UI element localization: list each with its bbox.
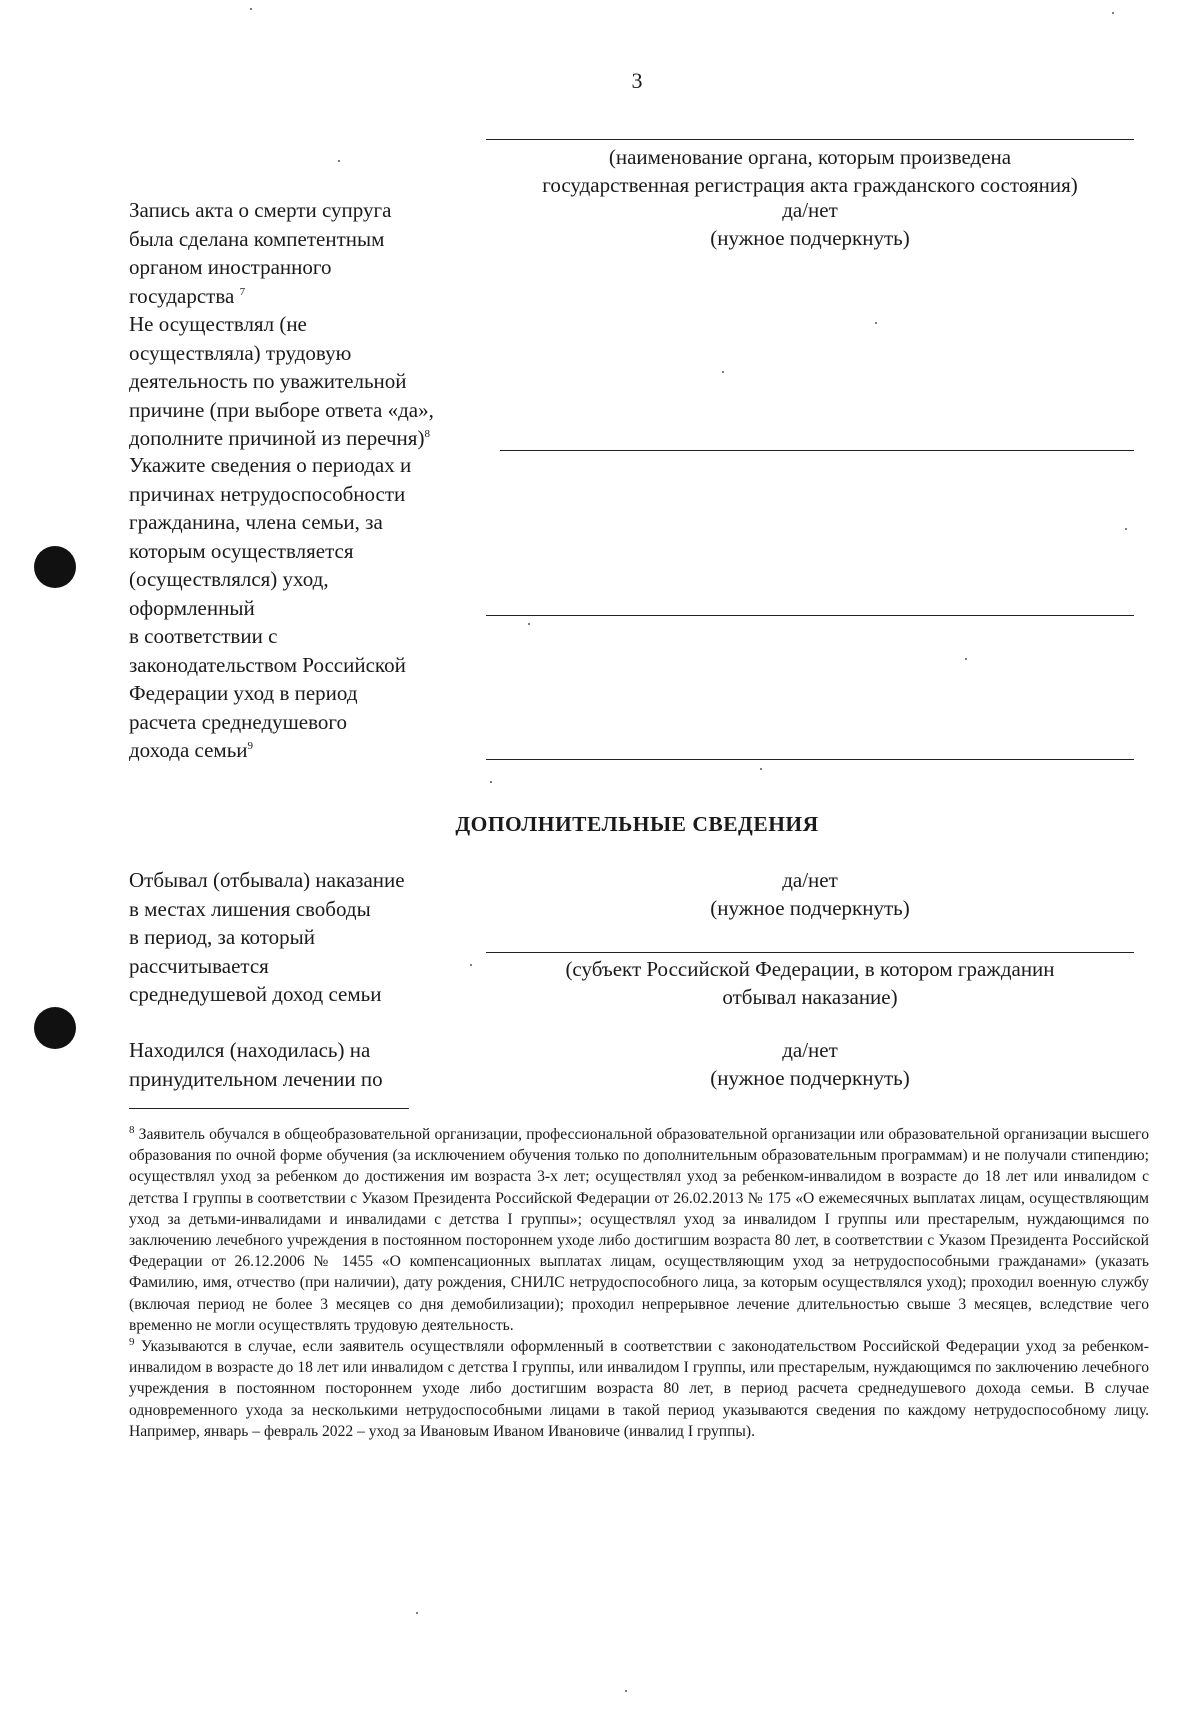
footnote-ref-7: 7 <box>239 285 246 298</box>
footnote-8: $^8$ Заявитель обучался в общеобразовательной организации, профессиональной образовательной организации или образовательной организации высшего образования по очной форме обучения (за исключением обучения только по дополнительным образовательным программам) и не получали стипендию; осуществлял уход за ребенком до достижения им возраста 3-х лет; осуществлял уход за ребенком-инвалидом в возрасте до 18 лет или инвалидом с детства I группы в соответствии с Указом Президента Российской Федерации от 26.02.2013 № 175 «О ежемесячных выплатах лицам, осуществляющим уход за детьми-инвалидами и инвалидами с детства I группы»; осуществлял уход за инвалидом I группы или престарелым, нуждающимся по заключению лечебного учреждения в постоянном постороннем уходе либо достигшим возраста 80 лет, в соответствии с Указом Президента Российской Федерации от 26.12.2006 № 1455 «О компенсационных выплатах лицам, осуществляющим уход за нетрудоспособными гражданами» (указать Фамилию, имя, отчество (при наличии), дату рождения, СНИЛС нетрудоспособного лица, за которым осуществлялся уход); проходил военную службу (включая период не более 3 месяцев со дня демобилизации); проходил непрерывное лечение длительностью свыше 3 месяцев, вследствие чего временно не могли осуществлять трудовую деятельность. <box>129 1123 1149 1334</box>
label-line: осуществляла) трудовую <box>129 340 352 365</box>
prison-region-caption <box>486 955 1134 1011</box>
punch-hole-upper <box>34 546 76 588</box>
label-line: в соответствии с <box>129 624 278 648</box>
label-line: принудительном лечении по <box>129 1066 383 1091</box>
underline-hint: (нужное подчеркнуть) <box>710 1066 910 1090</box>
label-line: рассчитывается <box>129 953 269 978</box>
scan-speck <box>965 658 967 660</box>
footnote-separator <box>129 1108 409 1109</box>
care-periods-line-1[interactable] <box>486 615 1134 616</box>
label-line: дохода семьи$^9$ <box>129 738 254 762</box>
label-line: среднедушевой доход семьи <box>129 982 382 1006</box>
label-line: законодательством Российской <box>129 652 406 677</box>
care-periods-label <box>129 451 489 765</box>
top-field-line[interactable] <box>486 139 1134 140</box>
label-line: (осуществлялся) уход, <box>129 567 329 591</box>
label-line: которым осуществляется <box>129 538 354 563</box>
label-line: в период, за который <box>129 925 316 949</box>
label-line: государства $^7$ <box>129 283 246 308</box>
footnote-ref-8: 8 <box>424 428 430 440</box>
prison-caption-line1: (субъект Российской Федерации, в котором гражданин <box>565 957 1055 981</box>
yes-no-choice[interactable]: да/нет <box>782 868 838 892</box>
label-line: Отбывал (отбывала) наказание <box>129 868 405 892</box>
scan-speck <box>528 623 530 625</box>
top-field-caption <box>486 143 1134 199</box>
label-line: была сделана компетентным <box>129 226 385 251</box>
scan-speck <box>490 781 492 783</box>
section-heading: ДОПОЛНИТЕЛЬНЫЕ СВЕДЕНИЯ <box>455 812 819 836</box>
scan-speck <box>875 322 877 324</box>
scan-speck <box>338 160 340 162</box>
top-field-caption-line1: (наименование органа, которым произведена <box>608 145 1012 169</box>
label-line: расчета среднедушевого <box>129 709 347 734</box>
punch-hole-lower <box>34 1007 76 1049</box>
label-line: органом иностранного <box>129 255 332 279</box>
label-line: Укажите сведения о периодах и <box>129 453 412 477</box>
label-line: Запись акта о смерти супруга <box>129 198 392 222</box>
prison-answer <box>580 866 1040 922</box>
label-line: причине (при выборе ответа «да», <box>129 397 434 422</box>
scan-speck <box>760 768 762 770</box>
label-line: Не осуществлял (не <box>129 312 307 336</box>
scan-speck <box>416 1612 418 1614</box>
death-record-label <box>129 196 489 310</box>
label-line: причинах нетрудоспособности <box>129 481 406 506</box>
label-line: гражданина, члена семьи, за <box>129 510 383 534</box>
prison-caption-line2: отбывал наказание) <box>722 985 898 1009</box>
prison-label <box>129 866 489 1009</box>
scan-speck <box>722 371 724 373</box>
top-field-caption-line2: государственная регистрация акта гражданского состояния) <box>542 173 1078 197</box>
label-line: дополните причиной из перечня)$^8$ <box>129 426 430 450</box>
label-line: в местах лишения свободы <box>129 896 371 921</box>
yes-no-choice[interactable]: да/нет <box>782 1038 838 1062</box>
prison-region-line[interactable] <box>486 952 1134 953</box>
treatment-answer <box>580 1036 1040 1092</box>
scan-speck <box>625 1690 627 1692</box>
care-periods-line-2[interactable] <box>486 759 1134 760</box>
death-record-answer <box>580 196 1040 252</box>
scan-speck <box>1125 528 1127 530</box>
page-number: 3 <box>631 68 643 93</box>
footnotes <box>129 1124 1149 1442</box>
label-line: деятельность по уважительной <box>129 369 407 393</box>
label-line: Находился (находилась) на <box>129 1038 371 1062</box>
no-work-reason-line[interactable] <box>500 450 1134 451</box>
underline-hint: (нужное подчеркнуть) <box>710 226 910 250</box>
treatment-label <box>129 1036 489 1093</box>
footnote-9: $^9$ Указываются в случае, если заявитель осуществляли оформленный в соответствии с законодательством Российской Федерации уход за ребенком-инвалидом в возрасте до 18 лет или инвалидом с детства I группы, или инвалидом I группы, или престарелым, нуждающимся по заключению лечебного учреждения в постоянном постороннем уходе либо достигшим возраста 80 лет, в период расчета среднедушевого дохода семьи. В случае одновременного ухода за несколькими нетрудоспособными лицами в такой период указываются сведения по каждому нетрудоспособному лицу. Например, январь – февраль 2022 – уход за Ивановым Иваном Ивановиче (инвалид I группы). <box>129 1335 1149 1440</box>
scan-speck <box>1112 12 1114 14</box>
no-work-label <box>129 310 489 453</box>
footnote-ref-9: 9 <box>247 740 254 752</box>
label-line: Федерации уход в период <box>129 681 358 705</box>
underline-hint: (нужное подчеркнуть) <box>710 896 910 920</box>
label-line: оформленный <box>129 595 255 620</box>
yes-no-choice[interactable]: да/нет <box>782 198 838 222</box>
scan-speck <box>250 8 252 10</box>
scan-speck <box>470 964 472 966</box>
